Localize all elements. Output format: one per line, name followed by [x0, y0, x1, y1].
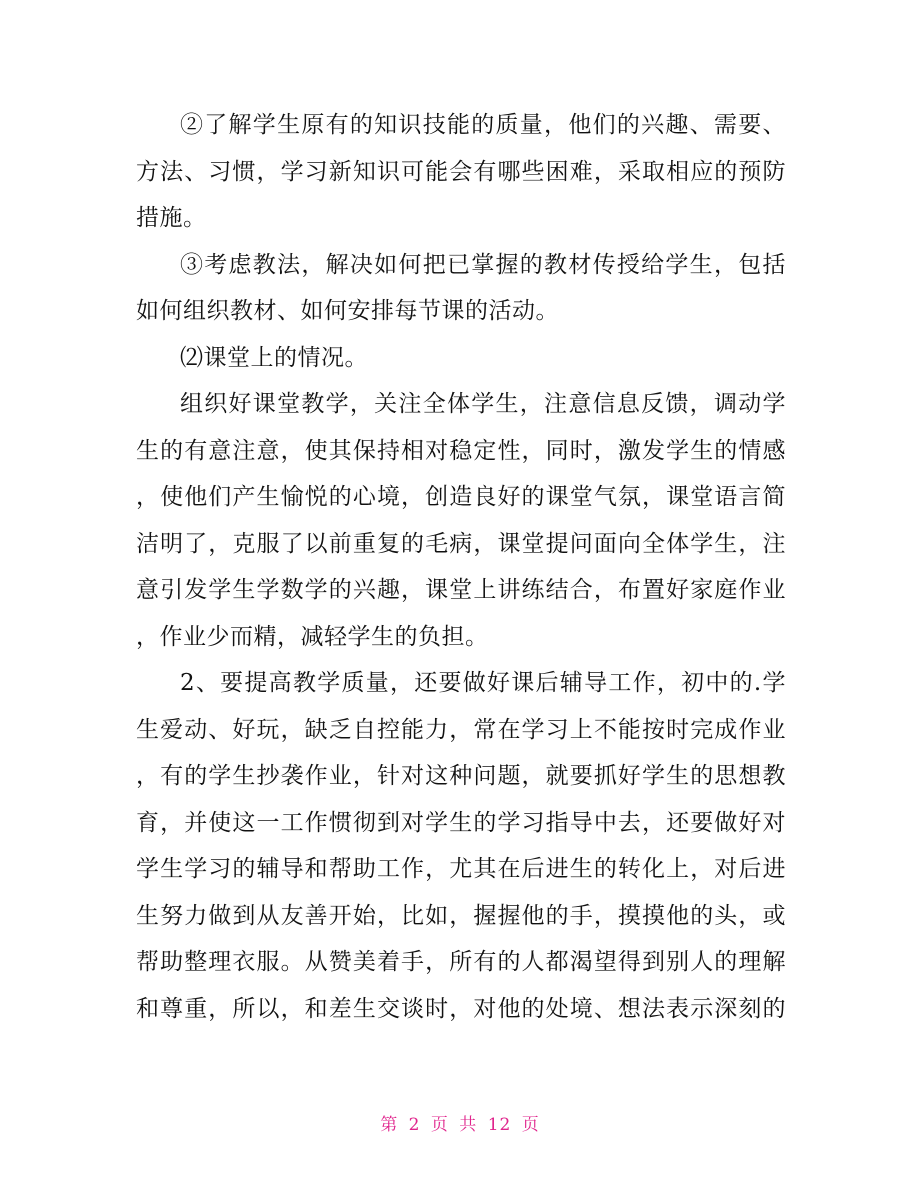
text-line: ，作业少而精，减轻学生的负担。 [136, 623, 489, 650]
text-line: 方法、习惯，学习新知识可能会有哪些困难，采取相应的预防 [136, 158, 786, 185]
text-line: 生的有意注意，使其保持相对稳定性，同时，激发学生的情感 [136, 437, 786, 464]
text-line: 学生学习的辅导和帮助工作，尤其在后进生的转化上，对后进 [136, 856, 786, 882]
text-line: 组织好课堂教学，关注全体学生，注意信息反馈，调动学 [180, 391, 786, 417]
body-text [136, 102, 786, 1032]
page-number-footer: 第 2 页 共 12 页 [380, 1115, 540, 1135]
text-line: ②了解学生原有的知识技能的质量，他们的兴趣、需要、 [180, 112, 786, 138]
text-line: 育，并使这一工作惯彻到对学生的学习指导中去，还要做好对 [136, 809, 786, 836]
text-line: 洁明了，克服了以前重复的毛病，课堂提问面向全体学生，注 [136, 530, 786, 557]
text-line: 生爱动、好玩，缺乏自控能力，常在学习上不能按时完成作业 [136, 716, 786, 743]
text-line: 和尊重，所以，和差生交谈时，对他的处境、想法表示深刻的 [136, 995, 786, 1022]
text-line: 2、要提高教学质量，还要做好课后辅导工作，初中的.学 [180, 670, 786, 696]
text-line: 措施。 [136, 205, 207, 231]
text-line: 帮助整理衣服。从赞美着手，所有的人都渴望得到别人的理解 [136, 949, 786, 975]
text-line: 生努力做到从友善开始，比如，握握他的手，摸摸他的头，或 [136, 902, 786, 929]
text-line: 意引发学生学数学的兴趣，课堂上讲练结合，布置好家庭作业 [136, 577, 786, 603]
text-line: ⑵课堂上的情况。 [180, 344, 368, 371]
text-line: ③考虑教法，解决如何把已掌握的教材传授给学生，包括 [180, 251, 786, 278]
text-line: ，使他们产生愉悦的心境，创造良好的课堂气氛，课堂语言简 [136, 484, 786, 510]
text-line: ，有的学生抄袭作业，针对这种问题，就要抓好学生的思想教 [136, 763, 786, 789]
text-line: 如何组织教材、如何安排每节课的活动。 [136, 298, 559, 324]
